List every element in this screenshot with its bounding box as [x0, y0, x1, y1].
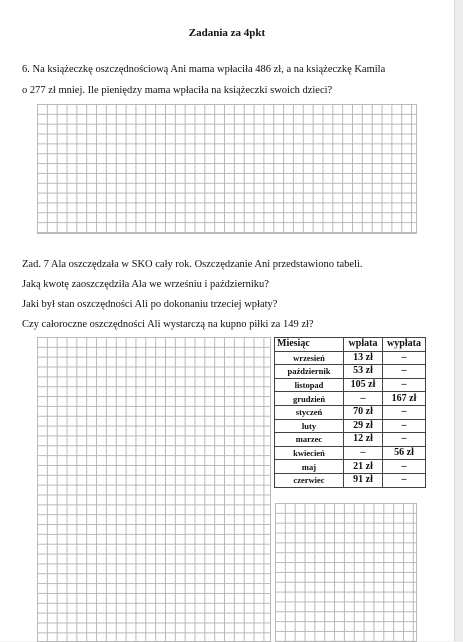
cell-withdrawal: – [383, 351, 426, 365]
cell-withdrawal: – [383, 433, 426, 447]
header-deposit: wpłata [344, 338, 383, 352]
cell-month: marzec [275, 433, 344, 447]
vertical-scrollbar[interactable] [455, 0, 463, 641]
answer-grid-task7-right [275, 503, 417, 642]
cell-deposit: – [344, 446, 383, 460]
cell-month: styczeń [275, 405, 344, 419]
cell-month: grudzień [275, 392, 344, 406]
task6-line2: o 277 zł mniej. Ile pieniędzy mama wpłaciła na książeczki swoich dzieci? [22, 85, 333, 96]
cell-deposit: 105 zł [344, 378, 383, 392]
sko-savings-table [274, 337, 426, 488]
table-row [275, 392, 426, 406]
cell-deposit: 21 zł [344, 460, 383, 474]
cell-month: czerwiec [275, 473, 344, 487]
header-month: Miesiąc [275, 338, 344, 352]
cell-withdrawal: – [383, 365, 426, 379]
cell-withdrawal: – [383, 419, 426, 433]
answer-grid-task6 [37, 104, 417, 234]
cell-deposit: 70 zł [344, 405, 383, 419]
page-title: Zadania za 4pkt [188, 27, 266, 39]
task7-line1: Zad. 7 Ala oszczędzała w SKO cały rok. Oszczędzanie Ani przedstawiono tabeli. [22, 259, 363, 270]
table-row [275, 433, 426, 447]
cell-deposit: 12 zł [344, 433, 383, 447]
cell-withdrawal: 167 zł [383, 392, 426, 406]
task7-line4: Czy całoroczne oszczędności Ali wystarczą na kupno piłki za 149 zł? [22, 319, 314, 330]
table-row [275, 419, 426, 433]
table-row [275, 365, 426, 379]
table-row [275, 351, 426, 365]
cell-month: październik [275, 365, 344, 379]
table-row [275, 460, 426, 474]
cell-withdrawal: – [383, 378, 426, 392]
cell-deposit: 91 zł [344, 473, 383, 487]
cell-month: maj [275, 460, 344, 474]
cell-withdrawal: – [383, 405, 426, 419]
cell-deposit: – [344, 392, 383, 406]
answer-grid-task7-left [37, 337, 271, 642]
table-row [275, 473, 426, 487]
task6-line1: 6. Na książeczkę oszczędnościową Ani mama wpłaciła 486 zł, a na książeczkę Kamila [22, 64, 386, 75]
cell-month: listopad [275, 378, 344, 392]
cell-withdrawal: – [383, 473, 426, 487]
cell-month: kwiecień [275, 446, 344, 460]
task7-line3: Jaki był stan oszczędności Ali po dokonaniu trzeciej wpłaty? [22, 299, 278, 310]
table-row [275, 378, 426, 392]
cell-withdrawal: – [383, 460, 426, 474]
table-row [275, 446, 426, 460]
table-row [275, 405, 426, 419]
cell-month: wrzesień [275, 351, 344, 365]
cell-deposit: 53 zł [344, 365, 383, 379]
table-header-row [275, 338, 426, 352]
header-withdrawal: wypłata [383, 338, 426, 352]
cell-month: luty [275, 419, 344, 433]
cell-deposit: 29 zł [344, 419, 383, 433]
task7-line2: Jaką kwotę zaoszczędziła Ala we wrześniu i październiku? [22, 279, 269, 290]
cell-deposit: 13 zł [344, 351, 383, 365]
cell-withdrawal: 56 zł [383, 446, 426, 460]
